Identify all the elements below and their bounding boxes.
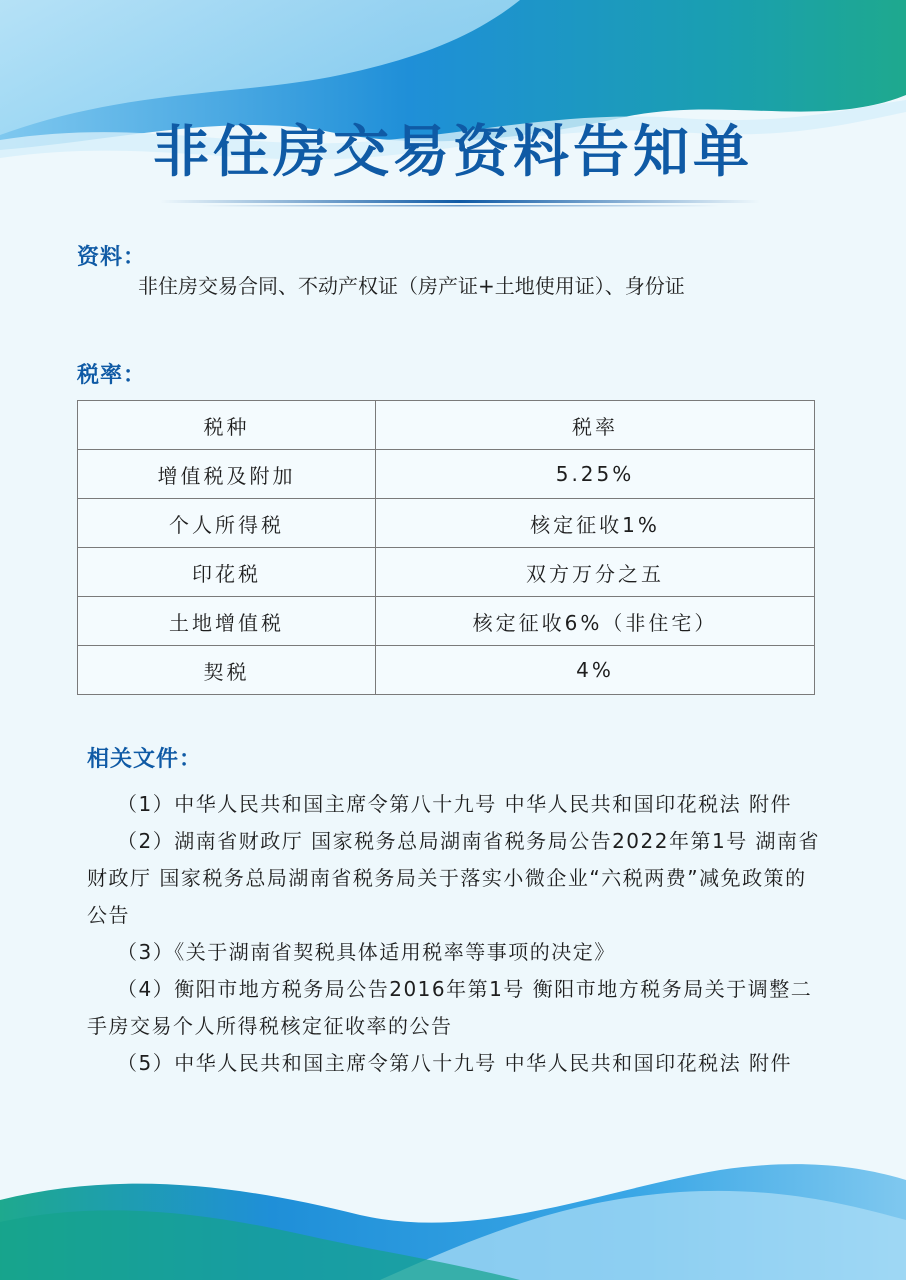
table-row <box>78 450 815 499</box>
tax-name-cell: 印花税 <box>78 548 376 597</box>
document-item: （4）衡阳市地方税务局公告2016年第1号 衡阳市地方税务局关于调整二手房交易个人所得税核定征收率的公告 <box>87 977 813 1038</box>
tax-rate-cell: 双方万分之五 <box>376 548 815 597</box>
tax-rate-table <box>77 400 815 695</box>
document-item: （3）《关于湖南省契税具体适用税率等事项的决定》 <box>117 940 616 964</box>
tax-rate-cell: 5.25% <box>376 450 815 499</box>
tax-name-cell: 契税 <box>78 646 376 695</box>
tax-rate-cell: 核定征收1% <box>376 499 815 548</box>
header-tax-type: 税种 <box>78 401 376 450</box>
tax-name-cell: 土地增值税 <box>78 597 376 646</box>
title-underline <box>160 196 760 210</box>
tax-rate-heading: 税率： <box>77 363 147 388</box>
tax-name-cell: 增值税及附加 <box>78 450 376 499</box>
documents-heading: 相关文件： <box>87 747 203 772</box>
tax-rate-cell: 核定征收6%（非住宅） <box>376 597 815 646</box>
page-title: 非住房交易资料告知单 <box>153 120 753 185</box>
documents-list <box>87 786 827 1082</box>
header-tax-rate: 税率 <box>376 401 815 450</box>
materials-text: 非住房交易合同、不动产权证（房产证+土地使用证）、身份证 <box>138 274 685 298</box>
document-item: （1）中华人民共和国主席令第八十九号 中华人民共和国印花税法 附件 <box>117 792 792 816</box>
tax-rate-cell: 4% <box>376 646 815 695</box>
document-item: （5）中华人民共和国主席令第八十九号 中华人民共和国印花税法 附件 <box>117 1051 792 1075</box>
document-item: （2）湖南省财政厅 国家税务总局湖南省税务局公告2022年第1号 湖南省财政厅 国家税务总局湖南省税务局关于落实小微企业“六税两费”减免政策的公告 <box>87 829 821 927</box>
bottom-wave-decoration <box>0 1130 906 1280</box>
table-header-row <box>78 401 815 450</box>
materials-heading: 资料： <box>77 245 147 270</box>
table-row <box>78 548 815 597</box>
table-row <box>78 597 815 646</box>
tax-name-cell: 个人所得税 <box>78 499 376 548</box>
table-row <box>78 499 815 548</box>
table-row <box>78 646 815 695</box>
